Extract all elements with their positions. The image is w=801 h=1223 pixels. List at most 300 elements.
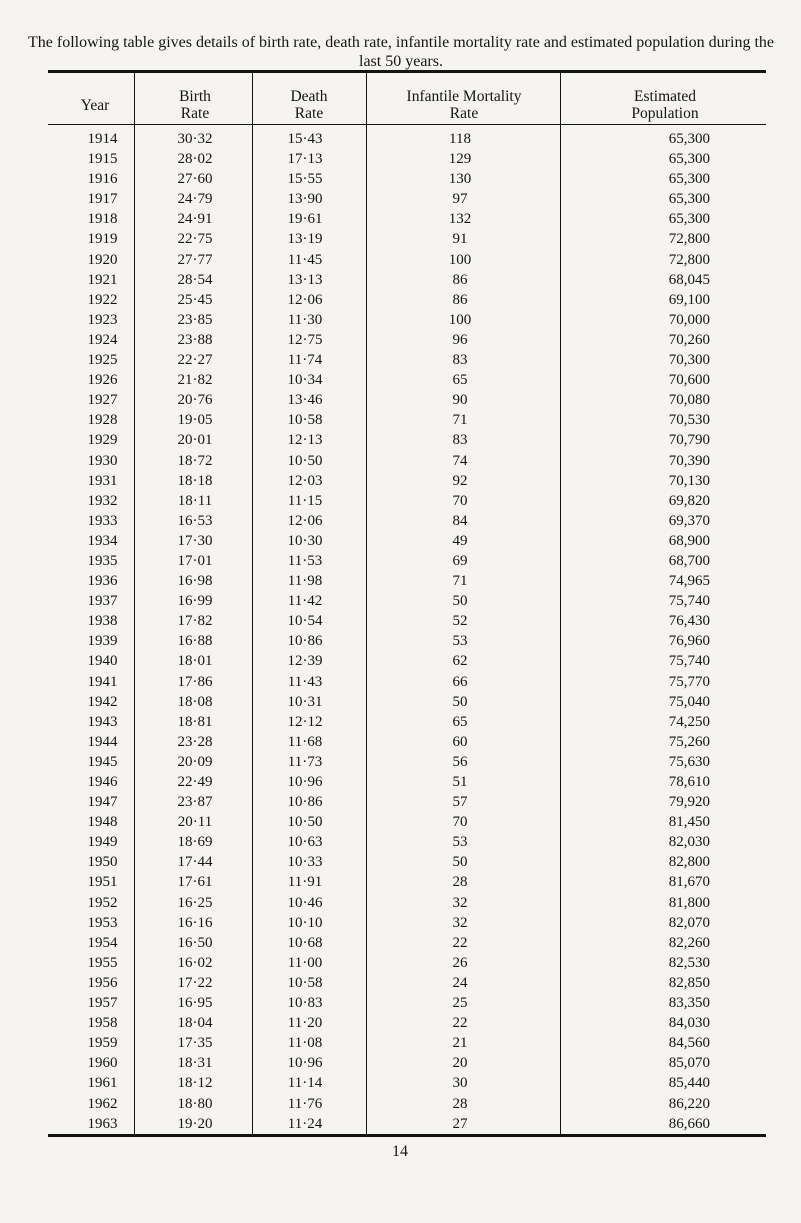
- table-row: [0, 591, 801, 611]
- cell-infantile-mortality: 100: [448, 311, 472, 328]
- cell-population: 69,100: [668, 291, 710, 308]
- cell-death-rate: 11·98: [287, 573, 323, 590]
- cell-year: 1925: [87, 352, 118, 369]
- cell-year: 1934: [87, 532, 118, 549]
- cell-infantile-mortality: 69: [452, 552, 468, 569]
- cell-death-rate: 10·50: [287, 452, 323, 469]
- cell-infantile-mortality: 56: [452, 753, 468, 770]
- cell-year: 1927: [87, 392, 118, 409]
- cell-infantile-mortality: 97: [452, 191, 468, 208]
- cell-birth-rate: 16·95: [177, 995, 213, 1012]
- cell-infantile-mortality: 90: [452, 392, 468, 409]
- cell-birth-rate: 25·45: [177, 291, 213, 308]
- cell-year: 1936: [87, 573, 118, 590]
- cell-death-rate: 12·13: [287, 432, 323, 449]
- cell-death-rate: 10·86: [287, 794, 323, 811]
- intro-paragraph: The following table gives details of birth rate, death rate, infantile mortality rate and estimated population during the last 50 years.: [28, 34, 774, 70]
- cell-year: 1916: [87, 171, 118, 188]
- cell-population: 76,960: [668, 633, 710, 650]
- table-row: [0, 651, 801, 671]
- cell-population: 70,390: [668, 452, 710, 469]
- header-birth-line2: Rate: [180, 105, 210, 122]
- cell-birth-rate: 19·05: [177, 412, 213, 429]
- cell-infantile-mortality: 91: [452, 231, 468, 248]
- cell-year: 1951: [87, 874, 118, 891]
- cell-year: 1938: [87, 613, 118, 630]
- table-row: [0, 189, 801, 209]
- cell-birth-rate: 18·18: [177, 472, 213, 489]
- cell-year: 1956: [87, 974, 118, 991]
- header-infant-line2: Rate: [449, 105, 479, 122]
- cell-population: 70,790: [668, 432, 710, 449]
- cell-year: 1933: [87, 512, 118, 529]
- cell-year: 1962: [87, 1095, 118, 1112]
- cell-year: 1932: [87, 492, 118, 509]
- cell-year: 1923: [87, 311, 118, 328]
- cell-year: 1953: [87, 914, 118, 931]
- table-row: [0, 149, 801, 169]
- cell-death-rate: 11·42: [287, 593, 323, 610]
- table-row: [0, 631, 801, 651]
- cell-birth-rate: 27·77: [177, 251, 213, 268]
- cell-population: 78,610: [668, 774, 710, 790]
- cell-infantile-mortality: 24: [452, 974, 468, 991]
- table-row: [0, 250, 801, 270]
- cell-death-rate: 11·68: [287, 733, 323, 750]
- cell-infantile-mortality: 70: [452, 492, 468, 509]
- table-row: [0, 1073, 801, 1093]
- cell-year: 1928: [87, 412, 118, 429]
- cell-birth-rate: 16·88: [177, 633, 213, 650]
- cell-population: 86,220: [668, 1095, 710, 1112]
- cell-infantile-mortality: 83: [452, 432, 468, 449]
- cell-population: 70,080: [668, 392, 710, 409]
- table-row: [0, 872, 801, 892]
- cell-population: 79,920: [668, 794, 710, 811]
- cell-birth-rate: 24·91: [177, 211, 213, 228]
- cell-birth-rate: 16·25: [177, 894, 213, 911]
- cell-death-rate: 11·15: [287, 492, 323, 509]
- cell-birth-rate: 18·04: [177, 1015, 213, 1032]
- cell-infantile-mortality: 53: [452, 834, 468, 851]
- cell-death-rate: 12·06: [287, 512, 323, 529]
- cell-infantile-mortality: 118: [449, 131, 471, 147]
- header-infantile-mortality-rate: [370, 88, 558, 122]
- cell-death-rate: 10·31: [287, 693, 323, 710]
- cell-death-rate: 10·50: [287, 814, 323, 831]
- cell-birth-rate: 18·69: [177, 834, 213, 851]
- cell-population: 69,370: [668, 512, 710, 529]
- cell-population: 75,040: [668, 693, 710, 710]
- cell-death-rate: 10·83: [287, 995, 323, 1012]
- cell-death-rate: 13·19: [287, 231, 323, 248]
- cell-infantile-mortality: 26: [452, 954, 468, 971]
- cell-birth-rate: 28·54: [177, 271, 213, 288]
- table-row: [0, 390, 801, 410]
- cell-infantile-mortality: 100: [448, 251, 472, 268]
- cell-death-rate: 13·13: [287, 271, 323, 288]
- cell-death-rate: 11·53: [287, 552, 323, 569]
- table-row: [0, 430, 801, 450]
- cell-infantile-mortality: 71: [452, 573, 468, 590]
- cell-infantile-mortality: 32: [452, 894, 468, 911]
- table-row: [0, 712, 801, 732]
- cell-population: 86,660: [668, 1115, 710, 1132]
- table-row: [0, 1094, 801, 1114]
- cell-population: 72,800: [668, 251, 710, 268]
- cell-death-rate: 11·43: [287, 673, 323, 690]
- cell-population: 83,350: [668, 995, 710, 1012]
- cell-infantile-mortality: 57: [452, 794, 468, 811]
- cell-death-rate: 11·73: [287, 753, 323, 770]
- cell-birth-rate: 23·85: [177, 311, 213, 328]
- table-row: [0, 491, 801, 511]
- table-row: [0, 551, 801, 571]
- cell-year: 1954: [87, 934, 118, 951]
- table-row: [0, 953, 801, 973]
- cell-infantile-mortality: 21: [452, 1035, 468, 1052]
- cell-birth-rate: 20·76: [177, 392, 213, 409]
- cell-birth-rate: 16·02: [177, 954, 213, 971]
- cell-death-rate: 10·34: [287, 372, 323, 389]
- cell-birth-rate: 28·02: [177, 151, 213, 168]
- table-row: [0, 1053, 801, 1073]
- cell-death-rate: 11·74: [287, 352, 323, 369]
- cell-death-rate: 10·46: [287, 894, 323, 911]
- cell-birth-rate: 18·12: [177, 1075, 213, 1092]
- cell-death-rate: 10·58: [287, 974, 323, 991]
- cell-infantile-mortality: 50: [452, 693, 468, 710]
- cell-population: 65,300: [668, 211, 710, 228]
- cell-infantile-mortality: 28: [452, 874, 468, 891]
- cell-population: 82,530: [668, 954, 710, 971]
- cell-year: 1940: [87, 653, 118, 670]
- table-row: [0, 913, 801, 933]
- cell-death-rate: 10·96: [287, 774, 323, 790]
- header-death-line1: Death: [290, 88, 328, 105]
- cell-year: 1937: [87, 593, 118, 610]
- cell-infantile-mortality: 74: [452, 452, 468, 469]
- table-row: [0, 270, 801, 290]
- table-row: [0, 511, 801, 531]
- table-row: [0, 330, 801, 350]
- cell-infantile-mortality: 52: [452, 613, 468, 630]
- table-row: [0, 531, 801, 551]
- header-birth-rate: [140, 88, 250, 122]
- header-pop-line2: Population: [631, 105, 699, 122]
- cell-death-rate: 11·08: [287, 1035, 323, 1052]
- cell-infantile-mortality: 32: [452, 914, 468, 931]
- cell-birth-rate: 17·86: [177, 673, 213, 690]
- cell-birth-rate: 23·28: [177, 733, 213, 750]
- cell-population: 70,130: [668, 472, 710, 489]
- cell-year: 1918: [87, 211, 118, 228]
- table-row: [0, 169, 801, 189]
- cell-population: 85,070: [668, 1055, 710, 1072]
- cell-birth-rate: 17·30: [177, 532, 213, 549]
- table-row: [0, 812, 801, 832]
- cell-birth-rate: 16·98: [177, 573, 213, 590]
- cell-death-rate: 11·76: [287, 1095, 323, 1112]
- cell-year: 1922: [87, 291, 118, 308]
- cell-death-rate: 11·00: [287, 954, 323, 971]
- table-row: [0, 129, 801, 149]
- cell-birth-rate: 24·79: [177, 191, 213, 208]
- cell-year: 1929: [87, 432, 118, 449]
- cell-death-rate: 11·91: [287, 874, 323, 891]
- cell-year: 1942: [87, 693, 118, 710]
- cell-population: 72,800: [668, 231, 710, 248]
- table-row: [0, 973, 801, 993]
- cell-infantile-mortality: 70: [452, 814, 468, 831]
- cell-year: 1921: [87, 271, 118, 288]
- cell-death-rate: 11·24: [287, 1115, 323, 1132]
- cell-infantile-mortality: 83: [452, 352, 468, 369]
- cell-population: 70,000: [668, 311, 710, 328]
- cell-birth-rate: 17·44: [177, 854, 213, 871]
- cell-population: 74,250: [668, 713, 710, 730]
- cell-population: 65,300: [668, 171, 710, 188]
- cell-infantile-mortality: 50: [452, 854, 468, 871]
- cell-infantile-mortality: 51: [452, 774, 468, 790]
- cell-population: 75,770: [668, 673, 710, 690]
- cell-infantile-mortality: 22: [452, 934, 468, 951]
- cell-birth-rate: 18·31: [177, 1055, 213, 1072]
- cell-death-rate: 11·20: [287, 1015, 323, 1032]
- cell-birth-rate: 20·01: [177, 432, 213, 449]
- cell-birth-rate: 17·82: [177, 613, 213, 630]
- cell-population: 84,560: [668, 1035, 710, 1052]
- cell-infantile-mortality: 53: [452, 633, 468, 650]
- table-row: [0, 611, 801, 631]
- cell-year: 1926: [87, 372, 118, 389]
- table-row: [0, 1114, 801, 1134]
- table-row: [0, 792, 801, 812]
- cell-birth-rate: 23·88: [177, 331, 213, 348]
- cell-infantile-mortality: 60: [452, 733, 468, 750]
- cell-death-rate: 10·96: [287, 1055, 323, 1072]
- cell-year: 1939: [87, 633, 118, 650]
- cell-birth-rate: 18·11: [177, 492, 213, 509]
- cell-birth-rate: 17·35: [177, 1035, 213, 1052]
- table-row: [0, 410, 801, 430]
- cell-birth-rate: 16·50: [177, 934, 213, 951]
- cell-population: 70,300: [668, 352, 710, 369]
- cell-population: 74,965: [668, 573, 710, 590]
- cell-population: 70,600: [668, 372, 710, 389]
- cell-year: 1920: [87, 251, 118, 268]
- cell-infantile-mortality: 25: [452, 995, 468, 1012]
- cell-death-rate: 13·90: [287, 191, 323, 208]
- cell-infantile-mortality: 71: [452, 412, 468, 429]
- header-rule: [48, 124, 766, 125]
- cell-birth-rate: 18·80: [177, 1095, 213, 1112]
- cell-birth-rate: 17·01: [177, 552, 213, 569]
- cell-infantile-mortality: 49: [452, 532, 468, 549]
- cell-year: 1948: [87, 814, 118, 831]
- cell-birth-rate: 17·22: [177, 974, 213, 991]
- table-row: [0, 692, 801, 712]
- cell-death-rate: 10·86: [287, 633, 323, 650]
- cell-population: 85,440: [668, 1075, 710, 1092]
- cell-infantile-mortality: 84: [452, 512, 468, 529]
- cell-year: 1961: [87, 1075, 118, 1092]
- cell-infantile-mortality: 65: [452, 372, 468, 389]
- header-birth-line1: Birth: [179, 88, 211, 105]
- cell-birth-rate: 23·87: [177, 794, 213, 811]
- cell-year: 1952: [87, 894, 118, 911]
- cell-infantile-mortality: 66: [452, 673, 468, 690]
- cell-infantile-mortality: 20: [452, 1055, 468, 1072]
- cell-death-rate: 11·45: [287, 251, 323, 268]
- cell-year: 1917: [87, 191, 118, 208]
- cell-birth-rate: 22·49: [177, 774, 213, 790]
- cell-infantile-mortality: 62: [452, 653, 468, 670]
- cell-infantile-mortality: 130: [448, 171, 472, 188]
- cell-year: 1950: [87, 854, 118, 871]
- table-row: [0, 852, 801, 872]
- cell-infantile-mortality: 86: [452, 291, 468, 308]
- cell-infantile-mortality: 132: [448, 211, 472, 228]
- cell-birth-rate: 27·60: [177, 171, 213, 188]
- cell-year: 1945: [87, 753, 118, 770]
- table-bottom-rule: [48, 1134, 766, 1137]
- cell-death-rate: 10·33: [287, 854, 323, 871]
- cell-birth-rate: 16·53: [177, 512, 213, 529]
- table-row: [0, 370, 801, 390]
- cell-birth-rate: 30·32: [177, 131, 213, 147]
- cell-population: 65,300: [668, 151, 710, 168]
- cell-birth-rate: 19·20: [177, 1115, 213, 1132]
- cell-population: 82,070: [668, 914, 710, 931]
- cell-population: 81,670: [668, 874, 710, 891]
- table-row: [0, 832, 801, 852]
- header-infant-line1: Infantile Mortality: [406, 88, 522, 105]
- cell-population: 65,300: [668, 131, 710, 147]
- table-row: [0, 752, 801, 772]
- table-row: [0, 451, 801, 471]
- cell-death-rate: 12·12: [287, 713, 323, 730]
- table-row: [0, 209, 801, 229]
- cell-year: 1963: [87, 1115, 118, 1132]
- cell-population: 69,820: [668, 492, 710, 509]
- cell-year: 1931: [87, 472, 118, 489]
- cell-year: 1930: [87, 452, 118, 469]
- cell-year: 1958: [87, 1015, 118, 1032]
- table-row: [0, 471, 801, 491]
- header-pop-line1: Estimated: [634, 88, 696, 105]
- cell-birth-rate: 16·16: [177, 914, 213, 931]
- cell-birth-rate: 18·81: [177, 713, 213, 730]
- cell-death-rate: 12·03: [287, 472, 323, 489]
- cell-year: 1955: [87, 954, 118, 971]
- cell-infantile-mortality: 27: [452, 1115, 468, 1132]
- cell-infantile-mortality: 129: [448, 151, 472, 168]
- header-death-rate: [254, 88, 364, 122]
- cell-population: 68,045: [668, 271, 710, 288]
- cell-infantile-mortality: 65: [452, 713, 468, 730]
- table-row: [0, 732, 801, 752]
- cell-population: 75,740: [668, 593, 710, 610]
- header-death-line2: Rate: [294, 105, 324, 122]
- cell-year: 1919: [87, 231, 118, 248]
- cell-birth-rate: 17·61: [177, 874, 213, 891]
- cell-year: 1959: [87, 1035, 118, 1052]
- cell-infantile-mortality: 30: [452, 1075, 468, 1092]
- cell-death-rate: 15·43: [287, 131, 323, 147]
- table-row: [0, 229, 801, 249]
- table-row: [0, 571, 801, 591]
- cell-birth-rate: 18·72: [177, 452, 213, 469]
- cell-birth-rate: 18·01: [177, 653, 213, 670]
- header-estimated-population: [565, 88, 765, 122]
- cell-birth-rate: 20·09: [177, 753, 213, 770]
- table-row: [0, 290, 801, 310]
- cell-population: 75,630: [668, 753, 710, 770]
- cell-infantile-mortality: 22: [452, 1015, 468, 1032]
- cell-death-rate: 11·14: [287, 1075, 323, 1092]
- cell-year: 1960: [87, 1055, 118, 1072]
- cell-infantile-mortality: 96: [452, 331, 468, 348]
- cell-birth-rate: 22·75: [177, 231, 213, 248]
- cell-year: 1914: [87, 131, 118, 147]
- cell-death-rate: 15·55: [287, 171, 323, 188]
- cell-death-rate: 10·63: [287, 834, 323, 851]
- table-row: [0, 772, 801, 792]
- cell-infantile-mortality: 92: [452, 472, 468, 489]
- cell-population: 68,700: [668, 552, 710, 569]
- table-row: [0, 1013, 801, 1033]
- table-row: [0, 933, 801, 953]
- table-row: [0, 893, 801, 913]
- cell-population: 82,800: [668, 854, 710, 871]
- cell-population: 68,900: [668, 532, 710, 549]
- cell-death-rate: 10·58: [287, 412, 323, 429]
- cell-population: 84,030: [668, 1015, 710, 1032]
- cell-birth-rate: 18·08: [177, 693, 213, 710]
- cell-year: 1935: [87, 552, 118, 569]
- cell-infantile-mortality: 86: [452, 271, 468, 288]
- cell-death-rate: 10·30: [287, 532, 323, 549]
- table-row: [0, 1033, 801, 1053]
- cell-population: 82,260: [668, 934, 710, 951]
- cell-year: 1957: [87, 995, 118, 1012]
- cell-population: 81,800: [668, 894, 710, 911]
- cell-population: 75,260: [668, 733, 710, 750]
- cell-death-rate: 13·46: [287, 392, 323, 409]
- cell-population: 82,030: [668, 834, 710, 851]
- cell-year: 1944: [87, 733, 118, 750]
- header-year: Year: [80, 97, 110, 114]
- table-row: [0, 672, 801, 692]
- cell-death-rate: 10·68: [287, 934, 323, 951]
- table-row: [0, 310, 801, 330]
- cell-death-rate: 12·39: [287, 653, 323, 670]
- cell-death-rate: 19·61: [287, 211, 323, 228]
- cell-death-rate: 11·30: [287, 311, 323, 328]
- cell-birth-rate: 21·82: [177, 372, 213, 389]
- cell-year: 1941: [87, 673, 118, 690]
- page-number: 14: [392, 1143, 408, 1160]
- table-body: [0, 129, 801, 1134]
- cell-infantile-mortality: 50: [452, 593, 468, 610]
- cell-year: 1949: [87, 834, 118, 851]
- cell-year: 1915: [87, 151, 118, 168]
- table-row: [0, 993, 801, 1013]
- table-top-rule: [48, 70, 766, 73]
- cell-year: 1943: [87, 713, 118, 730]
- cell-year: 1924: [87, 331, 118, 348]
